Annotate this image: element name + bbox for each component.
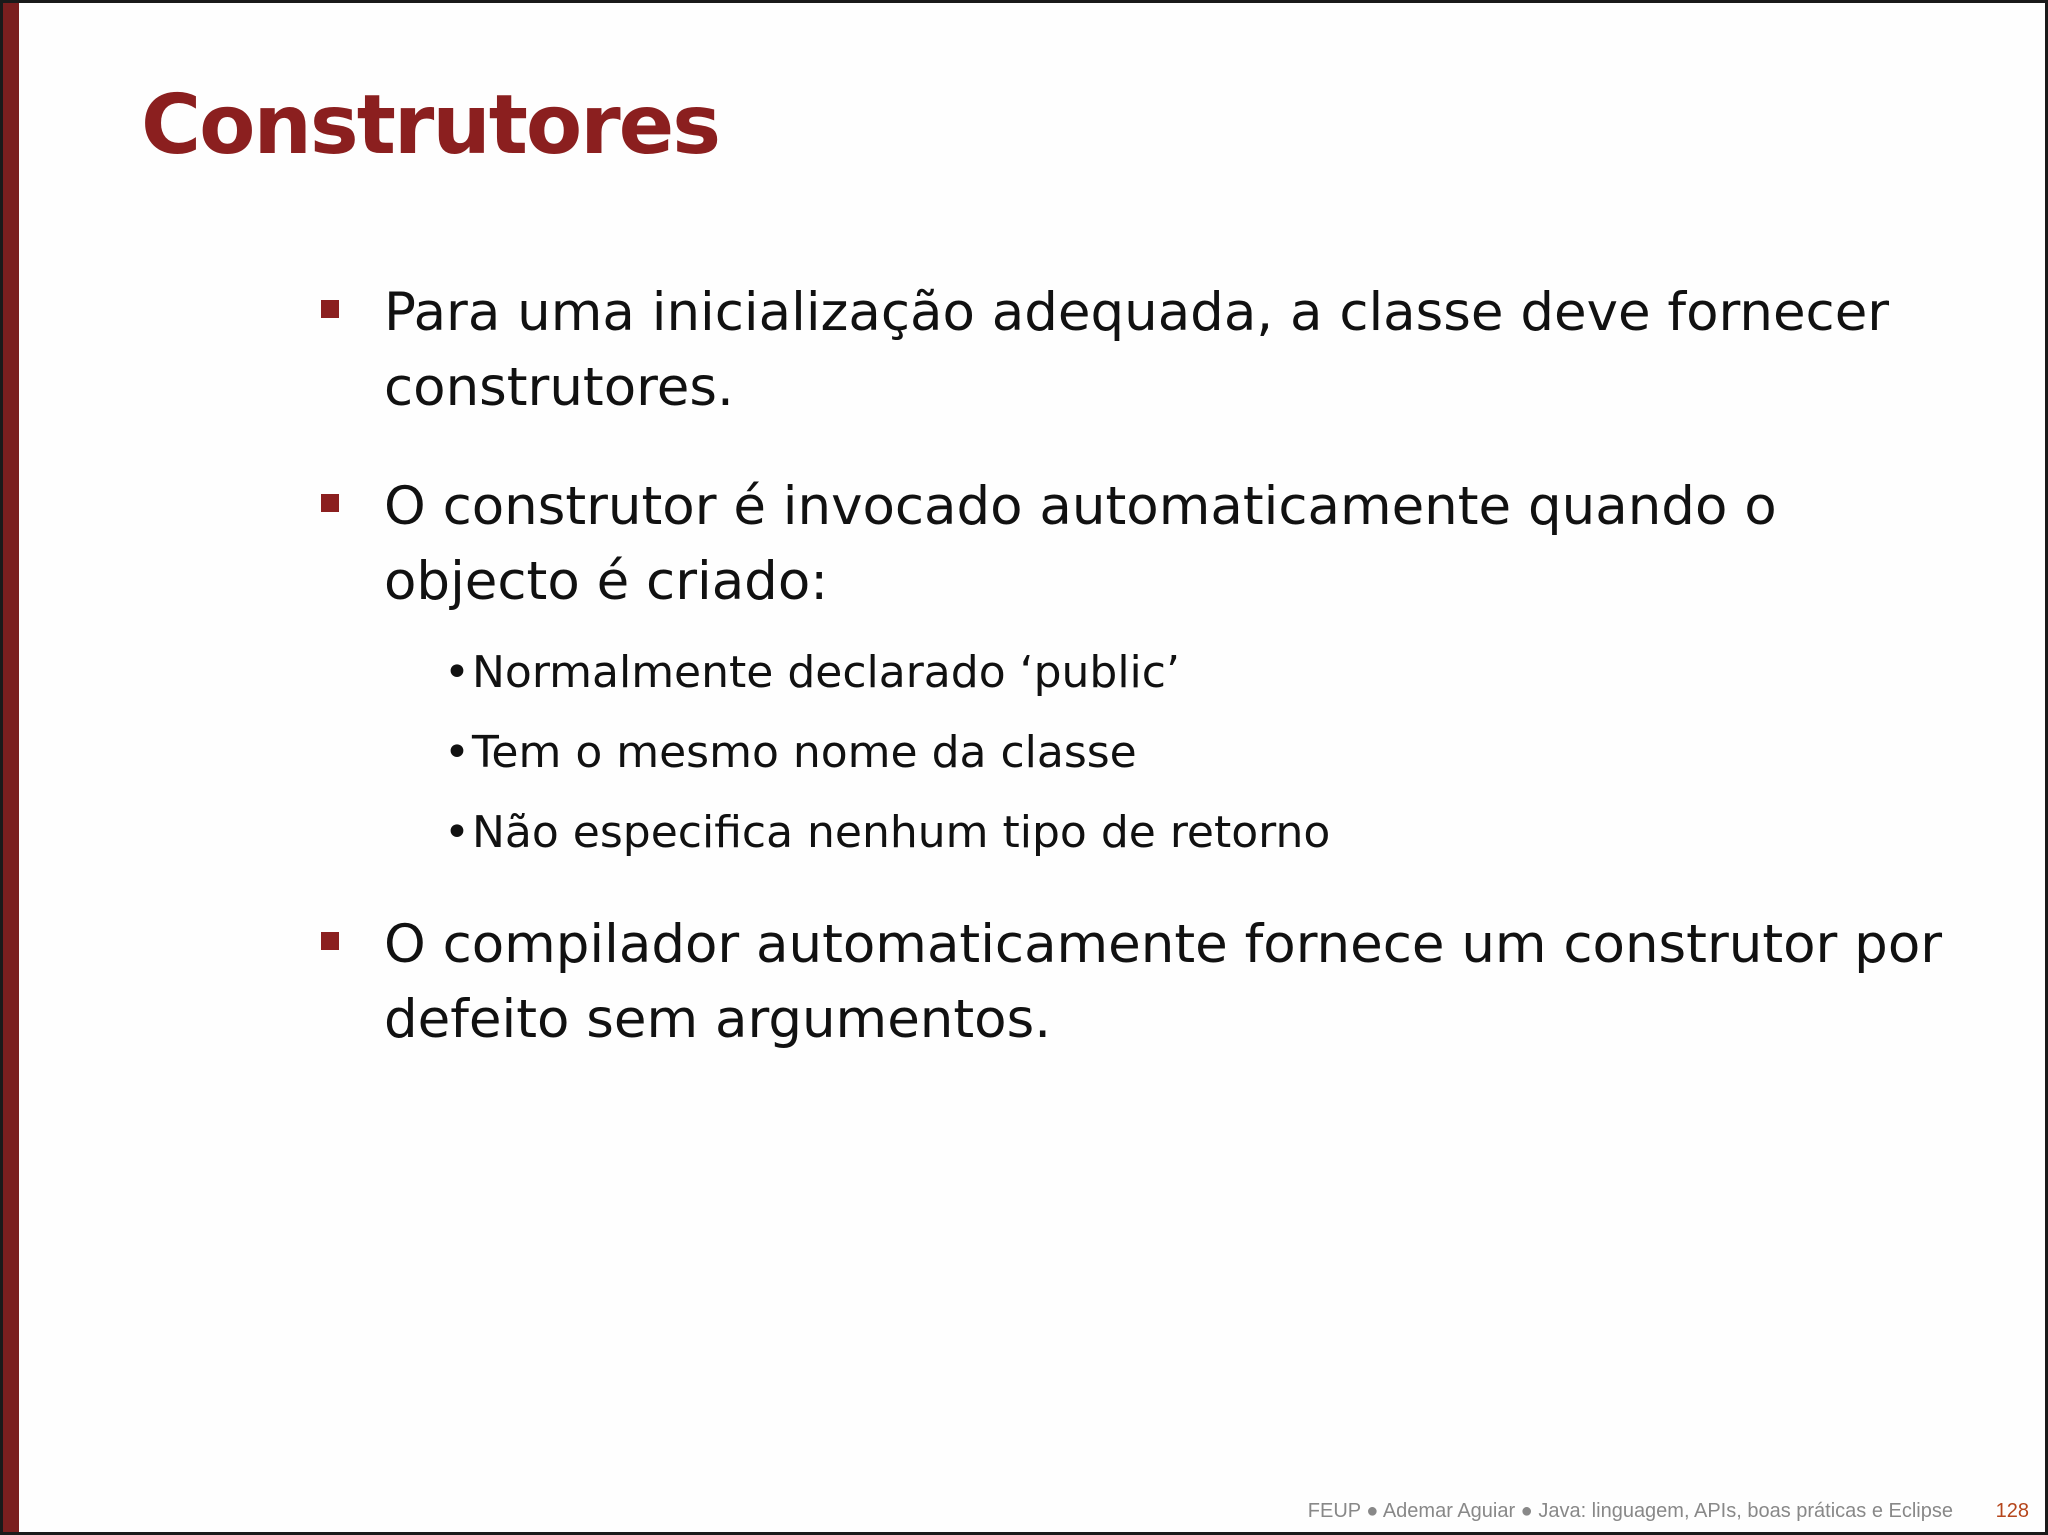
page-number: 128 bbox=[1995, 1500, 2029, 1522]
dot-bullet-icon: • bbox=[444, 647, 470, 698]
dot-bullet-icon: • bbox=[444, 727, 470, 778]
slide-left-accent-bar bbox=[3, 3, 19, 1532]
slide-title: Construtores bbox=[141, 78, 720, 173]
sub-bullet-item bbox=[384, 713, 1958, 793]
square-bullet-icon bbox=[321, 932, 339, 950]
sub-bullet-item bbox=[384, 633, 1958, 713]
bullet-item bbox=[318, 275, 1958, 425]
sub-bullet-item bbox=[384, 793, 1958, 873]
bullet-text: Para uma inicialização adequada, a classe deve fornecer construtores. bbox=[384, 282, 1890, 418]
bullet-item bbox=[318, 469, 1958, 873]
sub-bullet-list bbox=[384, 633, 1958, 873]
bullet-text: O compilador automaticamente fornece um construtor por defeito sem argumentos. bbox=[384, 914, 1943, 1050]
sub-bullet-text: Normalmente declarado ‘public’ bbox=[472, 647, 1180, 698]
bullet-item bbox=[318, 907, 1958, 1057]
square-bullet-icon bbox=[321, 494, 339, 512]
dot-bullet-icon: • bbox=[444, 807, 470, 858]
sub-bullet-text: Tem o mesmo nome da classe bbox=[472, 727, 1137, 778]
sub-bullet-text: Não especifica nenhum tipo de retorno bbox=[472, 807, 1331, 858]
slide-content bbox=[318, 275, 1958, 1101]
slide-footer: FEUP ● Ademar Aguiar ● Java: linguagem, APIs, boas práticas e Eclipse bbox=[1307, 1500, 1953, 1522]
bullet-text: O construtor é invocado automaticamente quando o objecto é criado: bbox=[384, 476, 1777, 612]
square-bullet-icon bbox=[321, 300, 339, 318]
